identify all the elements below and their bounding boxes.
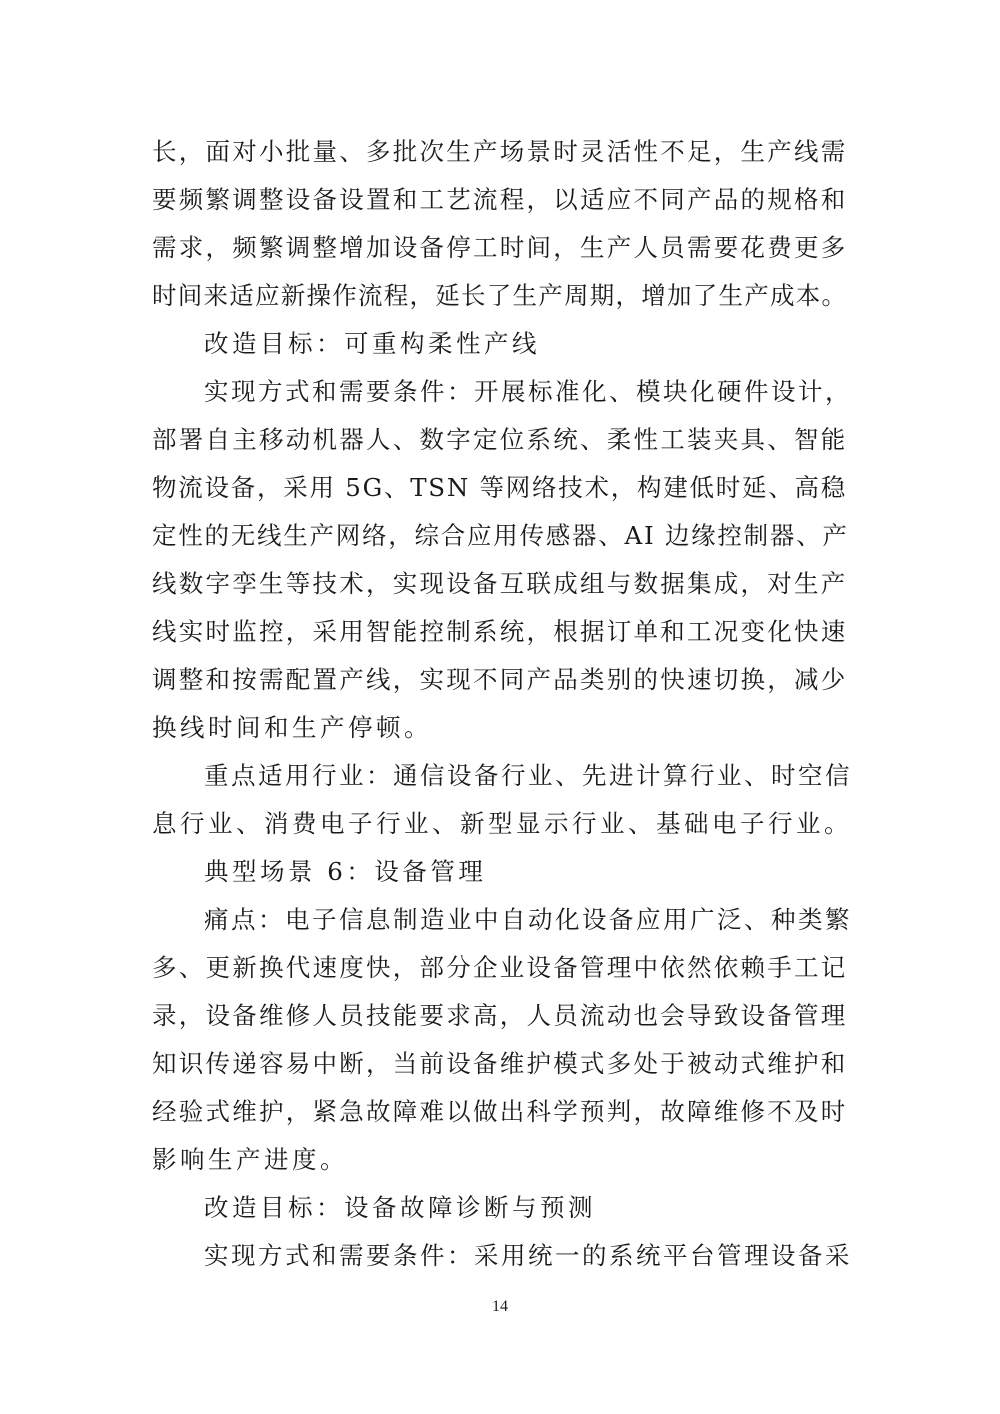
text-line: 多、更新换代速度快，部分企业设备管理中依然依赖手工记: [152, 953, 848, 982]
text-line: 息行业、消费电子行业、新型显示行业、基础电子行业。: [152, 809, 852, 838]
text-line: 物流设备，采用 5G、TSN 等网络技术，构建低时延、高稳: [152, 473, 848, 502]
text-line: 改造目标：设备故障诊断与预测: [204, 1193, 596, 1222]
text-line: 知识传递容易中断，当前设备维护模式多处于被动式维护和: [152, 1049, 848, 1078]
text-line: 录，设备维修人员技能要求高，人员流动也会导致设备管理: [152, 1001, 848, 1030]
page-number: 14: [492, 1298, 508, 1315]
text-line: 改造目标：可重构柔性产线: [204, 329, 540, 358]
text-line: 典型场景 6：设备管理: [204, 857, 487, 886]
text-line: 重点适用行业：通信设备行业、先进计算行业、时空信: [204, 761, 852, 790]
text-line: 时间来适应新操作流程，延长了生产周期，增加了生产成本。: [152, 281, 848, 310]
text-line: 定性的无线生产网络，综合应用传感器、AI 边缘控制器、产: [152, 521, 849, 550]
text-line: 实现方式和需要条件：采用统一的系统平台管理设备采: [204, 1241, 852, 1270]
text-line: 影响生产进度。: [152, 1145, 348, 1174]
text-line: 要频繁调整设备设置和工艺流程，以适应不同产品的规格和: [152, 185, 848, 214]
text-line: 实现方式和需要条件：开展标准化、模块化硬件设计，: [204, 377, 852, 406]
text-line: 长，面对小批量、多批次生产场景时灵活性不足，生产线需: [152, 137, 848, 166]
text-line: 经验式维护，紧急故障难以做出科学预判，故障维修不及时: [152, 1097, 848, 1126]
text-line: 线数字孪生等技术，实现设备互联成组与数据集成，对生产: [152, 569, 848, 598]
text-line: 需求，频繁调整增加设备停工时间，生产人员需要花费更多: [152, 233, 848, 262]
text-line: 换线时间和生产停顿。: [152, 713, 432, 742]
text-line: 部署自主移动机器人、数字定位系统、柔性工装夹具、智能: [152, 425, 848, 454]
text-line: 调整和按需配置产线，实现不同产品类别的快速切换，减少: [152, 665, 848, 694]
body-text: [152, 128, 852, 1280]
text-line: 痛点：电子信息制造业中自动化设备应用广泛、种类繁: [204, 905, 852, 934]
text-line: 线实时监控，采用智能控制系统，根据订单和工况变化快速: [152, 617, 848, 646]
